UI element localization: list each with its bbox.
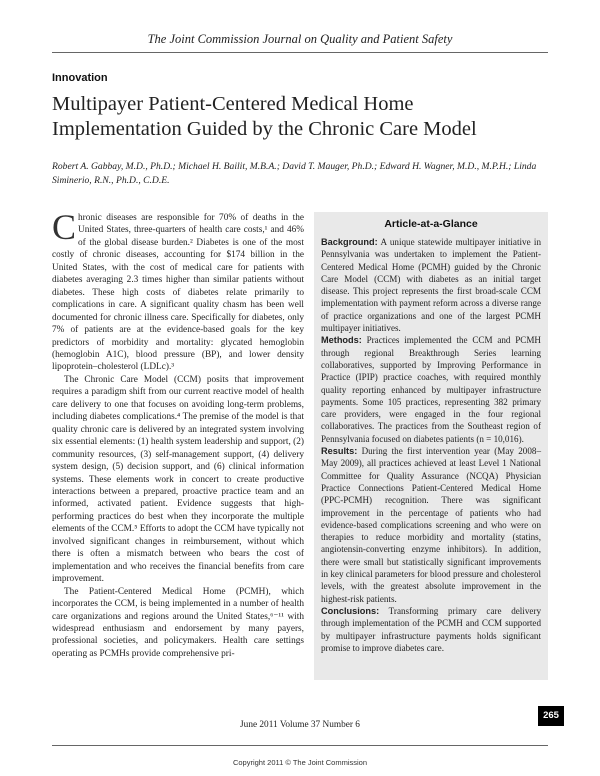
header-rule	[52, 52, 548, 53]
conclusions-label: Conclusions:	[321, 605, 380, 616]
sidebar-body	[314, 236, 548, 654]
body-paragraph-3: The Patient-Centered Medical Home (PCMH), which incorporates the CCM, is being implemented in a number of health care organizations and regions around the United States,⁶⁻¹¹ with widespread enthusiasm and endorsement by many payers, professional societies, and policymakers. Health care settings operating as PCMHs provide comprehensive pri-	[52, 586, 304, 659]
drop-cap: C	[52, 207, 77, 247]
sidebar-heading: Article-at-a-Glance	[384, 218, 478, 230]
body-paragraph-1	[52, 207, 304, 374]
section-label: Innovation	[52, 72, 108, 84]
page-number: 265	[538, 706, 564, 726]
author-list: Robert A. Gabbay, M.D., Ph.D.; Michael H. Bailit, M.B.A.; David T. Mauger, Ph.D.; Edward H. Wagner, M.D., M.P.H.; Linda Siminerio, R.N., Ph.D., C.D.E.	[52, 161, 537, 186]
sidebar-methods	[321, 334, 541, 445]
sidebar-conclusions	[321, 605, 541, 654]
body-paragraph-2: The Chronic Care Model (CCM) posits that improvement requires a paradigm shift from our current reactive model of health care delivery to one that focuses on avoiding long-term problems, including diabetes complications.⁴ The premise of the model is that quality chronic care is delivered by an integrated system involving six essential elements: (1) health system leadership and support, (2) community resources, (3) self-management support, (4) delivery system design, (5) decision support, and (6) clinical information systems. These elements work in concert to create productive interactions between a prepared, proactive practice team and an informed, activated patient. Evidence suggests that high-performing practices do best when they incorporate the multiple elements of the CCM.⁵ Efforts to adopt the CCM have typically not involved significant changes in reimbursement, without which there is often a mismatch between who bears the cost of implementation and who receives the financial benefits from care improvement.	[52, 374, 304, 585]
sidebar-results	[321, 445, 541, 605]
issue-info: June 2011 Volume 37 Number 6	[240, 720, 360, 730]
methods-label: Methods:	[321, 335, 362, 346]
sidebar-background	[321, 236, 541, 334]
journal-title: The Joint Commission Journal on Quality and Patient Safety	[147, 32, 453, 46]
conclusions-text: Transforming primary care delivery through implementation of the PCMH and CCM supported by multipayer infrastructure payments holds significant promise to improve diabetes care.	[321, 605, 541, 653]
background-label: Background:	[321, 237, 378, 247]
copyright-notice: Copyright 2011 © The Joint Commission	[232, 758, 368, 767]
body-paragraph-1-text: hronic diseases are responsible for 70% of deaths in the United States, three-quarters of health care costs,¹ and 46% of the global disease burden.² Diabetes is one of the most costly of chronic diseases, accounting for $174 billion in the United States, with the cost of medical care for patients with diabetes averaging 2.3 times higher than similar patients without diabetes. These high costs of diabetes relate primarily to complications in care. A significant quality chasm has been well documented for chronic illness care. Specifically for diabetes, only 7% of patients are at the evidence-based goals for the key predictors of morbidity and mortality: glycated hemoglobin (hemoglobin A1C), blood pressure (BP), and lower density lipoprotein–cholesterol (LDLc).³	[52, 213, 304, 373]
article-at-a-glance-box	[314, 212, 548, 680]
results-label: Results:	[321, 446, 358, 457]
footer-rule	[52, 745, 548, 746]
body-column	[52, 207, 304, 660]
methods-text: Practices implemented the CCM and PCMH through regional Breakthrough Series learning collaboratives, supported by Improving Performance in Practice (IPIP) practice coaches, with required monthly quality reporting enhanced by multipayer infrastructure payments. Some 105 practices, representing 382 primary care providers, were engaged in the four regional collaboratives. The practices from the Southeast region of Pennsylvania focused on diabetes patients (n = 10,016).	[321, 335, 541, 444]
background-text: A unique statewide multipayer initiative in Pennsylvania was undertaken to implement the Patient-Centered Medical Home (PCMH) guided by the Chronic Care Model (CCM) with diabetes as an initial target disease. This project represents the first broad-scale CCM implementation with payment reform across a diverse range of practice organizations and one of the largest PCMH multipayer initiatives.	[321, 237, 541, 334]
article-title: Multipayer Patient-Centered Medical Home Implementation Guided by the Chronic Care Model	[52, 93, 477, 140]
results-text: During the first intervention year (May 2008–May 2009), all practices achieved at least Level 1 National Committee for Quality Assurance (NCQA) Physician Practice Connections Patient-Centered Medical Home (PPC-PCMH) recognition. There was significant improvement in the percentage of patients who had evidence-based complications screening and who were on therapies to reduce morbidity and mortality (statins, angiotensin-converting enzyme inhibitors). In addition, there were small but statistically significant improvements in key clinical parameters for blood pressure and cholesterol levels, with the greatest absolute improvement in the highest-risk patients.	[321, 446, 541, 604]
